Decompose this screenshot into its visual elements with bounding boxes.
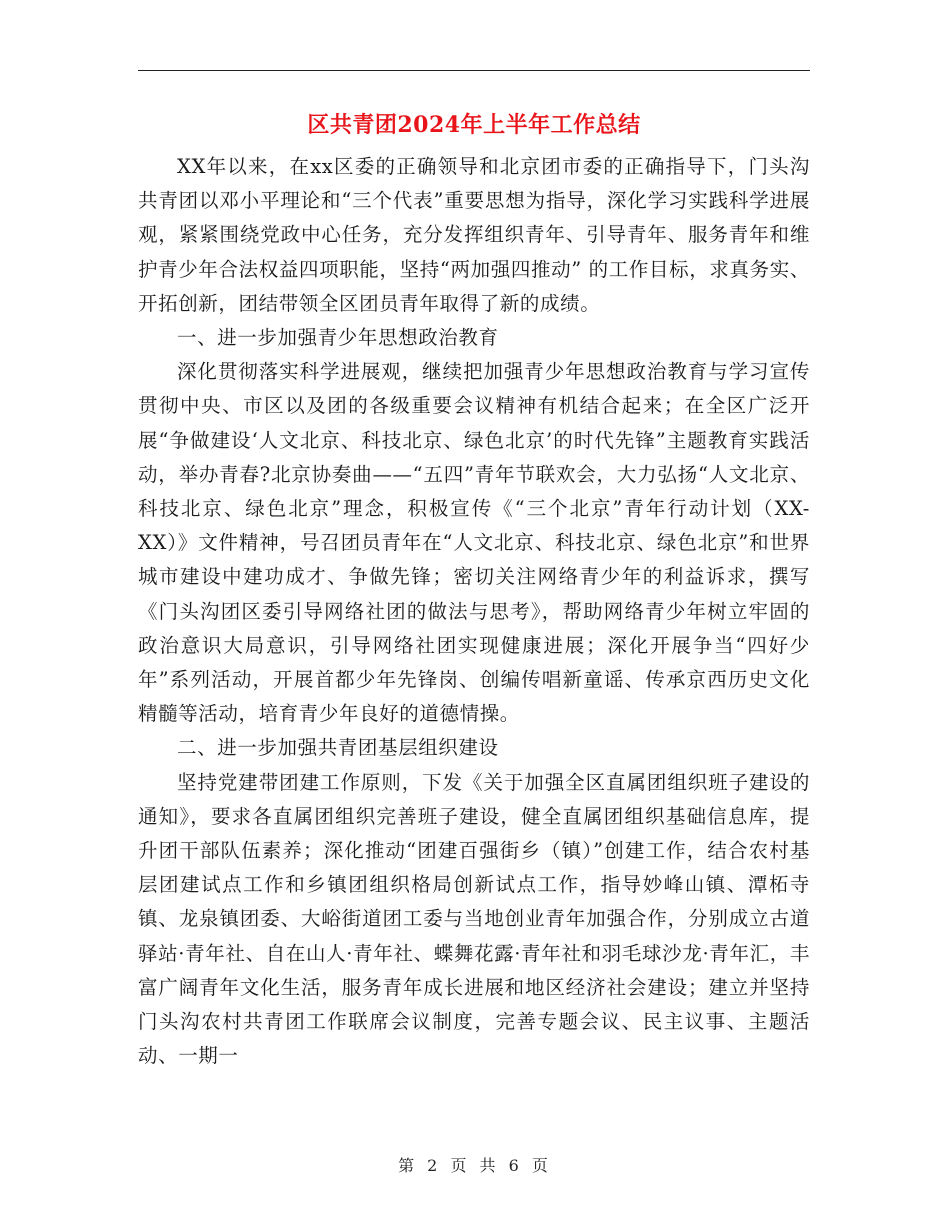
document-body bbox=[138, 150, 810, 1073]
intro-paragraph: XX年以来，在xx区委的正确领导和北京团市委的正确指导下，门头沟共青团以邓小平理论和“三个代表”重要思想为指导，深化学习实践科学进展观，紧紧围绕党政中心任务，充分发挥组织青年、引导青年、服务青年和维护青少年合法权益四项职能，坚持“两加强四推动” 的工作目标，求真务实、开拓创新，团结带领全区团员青年取得了新的成绩。 bbox=[138, 155, 810, 315]
page-number-footer: 第 2 页 共 6 页 bbox=[398, 1156, 552, 1175]
section-heading-1: 一、进一步加强青少年思想政治教育 bbox=[177, 326, 499, 350]
section-body-1: 深化贯彻落实科学进展观，继续把加强青少年思想政治教育与学习宣传贯彻中央、市区以及团的各级重要会议精神有机结合起来；在全区广泛开展“争做建设‘人文北京、科技北京、绿色北京’的时代先锋”主题教育实践活动，举办青春?北京协奏曲——“五四”青年节联欢会，大力弘扬“人文北京、科技北京、绿色北京”理念，积极宣传《“三个北京”青年行动计划（XX-XX）》文件精神，号召团员青年在“人文北京、科技北京、绿色北京”和世界城市建设中建功成才、争做先锋；密切关注网络青少年的利益诉求，撰写《门头沟团区委引导网络社团的做法与思考》，帮助网络青少年树立牢固的政治意识大局意识，引导网络社团实现健康进展；深化开展争当“四好少年”系列活动，开展首都少年先锋岗、创编传唱新童谣、传承京西历史文化精髓等活动，培育青少年良好的道德情操。 bbox=[138, 360, 810, 726]
document-title: 区共青团2024年上半年工作总结 bbox=[307, 112, 641, 138]
header-rule bbox=[138, 70, 810, 71]
section-heading-2: 二、进一步加强共青团基层组织建设 bbox=[177, 736, 499, 760]
section-body-2: 坚持党建带团建工作原则，下发《关于加强全区直属团组织班子建设的通知》，要求各直属团组织完善班子建设，健全直属团组织基础信息库，提升团干部队伍素养；深化推动“团建百强街乡（镇）”创建工作，结合农村基层团建试点工作和乡镇团组织格局创新试点工作，指导妙峰山镇、潭柘寺镇、龙泉镇团委、大峪街道团工委与当地创业青年加强合作，分别成立古道驿站·青年社、自在山人·青年社、蝶舞花露·青年社和羽毛球沙龙·青年汇，丰富广阔青年文化生活，服务青年成长进展和地区经济社会建设；建立并坚持门头沟农村共青团工作联席会议制度，完善专题会议、民主议事、主题活动、一期一 bbox=[138, 770, 810, 1068]
